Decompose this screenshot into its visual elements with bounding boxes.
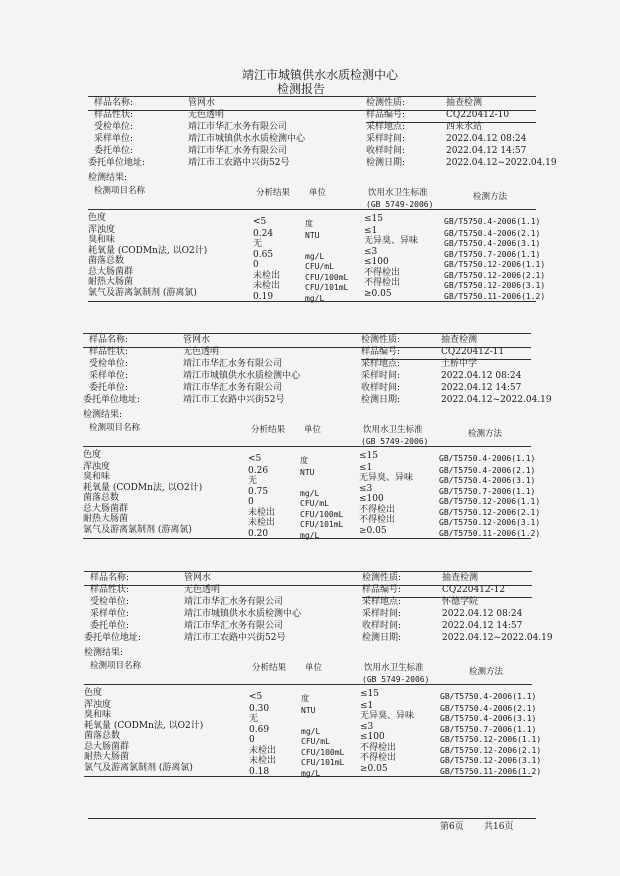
sampling-time-label: 采样时间: [366, 134, 406, 144]
item-name: 菌落总数 [84, 731, 121, 741]
item-name: 耐热大肠菌 [88, 277, 134, 287]
item-standard: ≤3 [364, 246, 378, 257]
sample-prop-value: 无色透明 [184, 585, 221, 595]
item-name: 耗氧量 (CODMn法, 以O2计) [83, 482, 203, 493]
sample-name-label: 样品名称: [89, 335, 129, 345]
sample-no-value: CQ220412-10 [446, 110, 510, 120]
receipt-time-label: 收样时间: [366, 146, 406, 156]
item-method: GB/T5750.4-2006(3.1) [444, 239, 541, 248]
item-result: 无 [253, 239, 263, 249]
item-method: GB/T5750.4-2006(1.1) [444, 217, 541, 226]
col-method-header: 检测方法 [468, 429, 503, 439]
item-unit: NTU [301, 705, 316, 715]
item-standard: ≤15 [364, 214, 383, 224]
col-standard-header: 饮用水卫生标准 [364, 663, 424, 673]
sampling-unit-label: 采样单位: [89, 371, 129, 381]
sample-name-value: 管网水 [183, 335, 211, 345]
item-standard: 无异臭、异味 [364, 236, 419, 246]
info-rule [88, 110, 536, 111]
item-method: GB/T5750.7-2006(1.1) [439, 486, 536, 496]
item-result: 未检出 [248, 507, 276, 518]
sampling-time-value: 2022.04.12 08:24 [446, 134, 527, 144]
block-bottom-rule [88, 301, 536, 302]
item-result: 未检出 [249, 756, 277, 766]
item-standard: 不得检出 [360, 742, 397, 753]
item-method: GB/T5750.4-2006(2.1) [440, 703, 537, 713]
item-name: 总大肠菌群 [83, 503, 129, 514]
sample-no-label: 样品编号: [362, 585, 402, 595]
item-result: <5 [248, 454, 262, 464]
client-unit-label: 委托单位: [90, 621, 130, 631]
client-unit-label: 委托单位: [94, 146, 134, 156]
item-result: 未检出 [248, 518, 276, 528]
sampling-place-value: 怀德学院 [442, 597, 479, 607]
test-nature-value: 抽查检测 [442, 573, 479, 583]
item-name: 耗氧量 (CODMn法, 以O2计) [84, 720, 204, 731]
item-unit: mg/L [305, 251, 325, 261]
receipt-time-value: 2022.04.12 14:57 [441, 383, 522, 393]
item-method: GB/T5750.12-2006(3.1) [439, 518, 541, 527]
sample-prop-value: 无色透明 [188, 110, 225, 120]
item-unit: 度 [301, 694, 309, 703]
sampling-unit-value: 靖江市城镇供水水质检测中心 [183, 371, 301, 381]
item-result: 0.26 [248, 465, 269, 476]
col-standard-header: 饮用水卫生标准 [368, 188, 428, 198]
item-unit: mg/L [300, 488, 320, 498]
item-standard: ≤1 [364, 225, 378, 236]
item-standard: 不得检出 [364, 278, 401, 288]
item-unit: CFU/100mL [301, 747, 345, 757]
item-standard: 不得检出 [359, 515, 396, 525]
sampling-unit-label: 采样单位: [90, 609, 130, 619]
col-result-header: 分析结果 [256, 188, 291, 198]
sampling-time-label: 采样时间: [361, 371, 401, 381]
sampling-time-label: 采样时间: [362, 609, 402, 619]
item-unit: mg/L [301, 726, 321, 736]
sample-name-value: 管网水 [184, 573, 212, 583]
item-name: 氯气及游离氯制剂 (游离氯) [83, 524, 192, 535]
item-standard: ≤15 [360, 689, 379, 699]
item-unit: CFU/100mL [305, 272, 349, 282]
result-heading: 检测结果: [83, 410, 123, 420]
item-name: 菌落总数 [83, 493, 120, 503]
item-result: 0.24 [253, 228, 274, 239]
test-date-value: 2022.04.12~2022.04.19 [442, 633, 553, 643]
col-standard-sub-header: (GB 5749-2006) [362, 675, 430, 684]
item-standard: 无异臭、异味 [359, 473, 414, 483]
item-unit: CFU/100mL [300, 509, 344, 519]
item-method: GB/T5750.12-2006(2.1) [440, 745, 542, 755]
sampling-place-label: 采样地点: [361, 359, 401, 369]
receipt-time-value: 2022.04.12 14:57 [446, 146, 527, 156]
test-nature-label: 检测性质: [366, 98, 406, 108]
item-name: 色度 [88, 213, 107, 223]
item-result: 0 [249, 735, 255, 745]
col-method-header: 检测方法 [473, 192, 508, 202]
client-addr-label: 委托单位地址: [84, 633, 142, 643]
col-item-header: 检测项目名称 [89, 423, 141, 433]
test-date-value: 2022.04.12~2022.04.19 [446, 158, 557, 168]
item-unit: CFU/101mL [300, 520, 344, 529]
received-unit-value: 靖江市华汇水务有限公司 [184, 597, 284, 607]
info-rule [84, 585, 532, 586]
item-method: GB/T5750.12-2006(3.1) [444, 281, 546, 290]
test-date-label: 检测日期: [361, 395, 401, 405]
table-header-rule [84, 684, 532, 685]
item-result: 无 [249, 714, 259, 724]
sample-name-label: 样品名称: [90, 573, 130, 583]
item-unit: mg/L [300, 530, 320, 540]
received-unit-value: 靖江市华汇水务有限公司 [188, 122, 288, 132]
item-method: GB/T5750.4-2006(2.1) [439, 465, 536, 475]
table-header-rule [88, 209, 536, 210]
item-result: 0 [248, 497, 254, 507]
item-name: 总大肠菌群 [84, 741, 130, 752]
sampling-unit-value: 靖江市城镇供水水质检测中心 [184, 609, 302, 619]
test-nature-value: 抽查检测 [441, 335, 478, 345]
test-nature-label: 检测性质: [362, 573, 402, 583]
item-standard: ≥0.05 [364, 288, 392, 299]
info-rule-right [361, 359, 531, 360]
col-result-header: 分析结果 [252, 663, 287, 673]
client-addr-label: 委托单位地址: [88, 158, 146, 168]
item-method: GB/T5750.4-2006(3.1) [440, 714, 537, 723]
client-addr-label: 委托单位地址: [83, 395, 141, 405]
item-result: 未检出 [253, 270, 281, 281]
item-standard: 不得检出 [364, 267, 401, 278]
item-standard: ≤3 [360, 721, 374, 732]
item-standard: ≤3 [359, 483, 373, 494]
item-result: 0.75 [248, 486, 269, 497]
col-standard-sub-header: (GB 5749-2006) [361, 437, 429, 446]
sample-name-value: 管网水 [188, 98, 216, 108]
item-method: GB/T5750.4-2006(3.1) [439, 476, 536, 485]
item-standard: ≤1 [359, 462, 373, 473]
item-result: 未检出 [249, 745, 277, 756]
item-method: GB/T5750.12-2006(3.1) [440, 756, 542, 765]
item-method: GB/T5750.12-2006(1.1) [444, 260, 546, 269]
block-bottom-rule [83, 538, 531, 539]
page-number: 第6页 [440, 822, 464, 832]
test-date-value: 2022.04.12~2022.04.19 [441, 395, 552, 405]
sampling-time-value: 2022.04.12 08:24 [441, 371, 522, 381]
received-unit-label: 受检单位: [94, 122, 134, 132]
item-name: 臭和味 [83, 472, 111, 482]
info-rule [83, 347, 531, 348]
item-name: 色度 [83, 450, 102, 460]
block-top-rule [84, 571, 532, 572]
item-name: 浑浊度 [88, 224, 116, 235]
item-name: 氯气及游离氯制剂 (游离氯) [84, 762, 193, 773]
item-method: GB/T5750.4-2006(1.1) [439, 454, 536, 463]
item-method: GB/T5750.11-2006(1.2) [439, 528, 541, 538]
item-result: 0.65 [253, 249, 274, 260]
item-method: GB/T5750.4-2006(2.1) [444, 228, 541, 238]
item-method: GB/T5750.12-2006(2.1) [439, 507, 541, 517]
item-name: 耐热大肠菌 [83, 514, 129, 524]
col-standard-header: 饮用水卫生标准 [363, 425, 423, 435]
item-method: GB/T5750.12-2006(1.1) [439, 497, 541, 506]
item-unit: mg/L [301, 768, 321, 778]
block-top-rule [83, 333, 531, 334]
client-unit-value: 靖江市华汇水务有限公司 [184, 621, 284, 631]
received-unit-value: 靖江市华汇水务有限公司 [183, 359, 283, 369]
received-unit-label: 受检单位: [89, 359, 129, 369]
sample-prop-label: 样品性状: [89, 347, 129, 357]
item-name: 臭和味 [84, 710, 112, 720]
report-subtitle: 检测报告 [277, 82, 326, 96]
sampling-unit-label: 采样单位: [94, 134, 134, 144]
item-standard: ≤100 [359, 494, 384, 504]
item-unit: CFU/101mL [301, 758, 345, 767]
client-addr-value: 靖江市工农路中兴街52号 [184, 633, 286, 643]
client-unit-value: 靖江市华汇水务有限公司 [183, 383, 283, 393]
col-item-header: 检测项目名称 [90, 661, 142, 671]
item-standard: ≤1 [360, 700, 374, 711]
item-unit: CFU/mL [305, 262, 334, 271]
col-result-header: 分析结果 [251, 425, 286, 435]
test-nature-label: 检测性质: [361, 335, 401, 345]
col-method-header: 检测方法 [469, 667, 504, 677]
test-nature-value: 抽查检测 [446, 98, 483, 108]
item-result: 无 [248, 476, 258, 486]
item-result: 0 [253, 260, 259, 270]
item-unit: 度 [300, 456, 308, 465]
item-unit: mg/L [305, 293, 325, 303]
item-unit: CFU/mL [300, 499, 329, 508]
item-name: 浑浊度 [84, 699, 112, 710]
item-standard: ≥0.05 [360, 763, 388, 774]
item-name: 菌落总数 [88, 256, 125, 266]
info-rule-right [366, 122, 536, 123]
item-unit: NTU [305, 230, 320, 240]
receipt-time-label: 收样时间: [361, 383, 401, 393]
item-name: 总大肠菌群 [88, 266, 134, 277]
item-method: GB/T5750.12-2006(2.1) [444, 270, 546, 280]
client-addr-value: 靖江市工农路中兴街52号 [188, 158, 290, 168]
item-standard: 不得检出 [360, 753, 397, 763]
col-standard-sub-header: (GB 5749-2006) [366, 200, 434, 209]
item-result: 0.30 [249, 703, 270, 714]
item-method: GB/T5750.11-2006(1.2) [444, 291, 546, 301]
result-heading: 检测结果: [88, 173, 128, 183]
sampling-place-label: 采样地点: [366, 122, 406, 132]
item-name: 耐热大肠菌 [84, 752, 130, 762]
info-rule-right [362, 597, 532, 598]
item-standard: ≤100 [360, 732, 385, 742]
sample-prop-label: 样品性状: [94, 110, 134, 120]
sampling-place-value: 土桥中学 [441, 359, 478, 369]
item-method: GB/T5750.4-2006(1.1) [440, 692, 537, 701]
result-heading: 检测结果: [84, 648, 124, 658]
table-header-rule [83, 446, 531, 447]
sampling-place-label: 采样地点: [362, 597, 402, 607]
item-method: GB/T5750.12-2006(1.1) [440, 735, 542, 744]
received-unit-label: 受检单位: [90, 597, 130, 607]
sample-no-label: 样品编号: [366, 110, 406, 120]
item-name: 耗氧量 (CODMn法, 以O2计) [88, 245, 208, 256]
report-title: 靖江市城镇供水水质检测中心 [242, 68, 399, 82]
block-top-rule [88, 96, 536, 97]
item-result: 0.19 [253, 291, 274, 302]
item-result: <5 [249, 692, 263, 702]
item-standard: ≤100 [364, 257, 389, 267]
client-unit-label: 委托单位: [89, 383, 129, 393]
item-result: 0.69 [249, 724, 270, 735]
item-unit: NTU [300, 467, 315, 477]
client-unit-value: 靖江市华汇水务有限公司 [188, 146, 288, 156]
sample-prop-value: 无色透明 [183, 347, 220, 357]
item-result: 未检出 [253, 281, 281, 291]
item-name: 浑浊度 [83, 461, 111, 472]
sample-prop-label: 样品性状: [90, 585, 130, 595]
col-unit-header: 单位 [309, 188, 327, 198]
receipt-time-label: 收样时间: [362, 621, 402, 631]
item-result: 0.20 [248, 528, 269, 539]
sampling-time-value: 2022.04.12 08:24 [442, 609, 523, 619]
sample-no-value: CQ220412-12 [442, 585, 506, 595]
page-total: 共16页 [484, 822, 514, 832]
test-date-label: 检测日期: [366, 158, 406, 168]
item-standard: 不得检出 [359, 504, 396, 515]
test-date-label: 检测日期: [362, 633, 402, 643]
sample-no-value: CQ220412-11 [441, 347, 505, 357]
item-unit: CFU/mL [301, 737, 330, 746]
col-item-header: 检测项目名称 [94, 186, 146, 196]
sampling-place-value: 西来水站 [446, 122, 483, 132]
footer-rule [88, 818, 536, 819]
item-name: 臭和味 [88, 235, 116, 245]
item-standard: 无异臭、异味 [360, 711, 415, 721]
block-bottom-rule [84, 776, 532, 777]
client-addr-value: 靖江市工农路中兴街52号 [183, 395, 285, 405]
item-method: GB/T5750.7-2006(1.1) [444, 249, 541, 259]
sample-no-label: 样品编号: [361, 347, 401, 357]
item-unit: 度 [305, 219, 313, 228]
item-name: 色度 [84, 688, 103, 698]
item-result: <5 [253, 217, 267, 227]
sample-name-label: 样品名称: [94, 98, 134, 108]
item-standard: ≥0.05 [359, 525, 387, 536]
sampling-unit-value: 靖江市城镇供水水质检测中心 [188, 134, 306, 144]
col-unit-header: 单位 [304, 425, 322, 435]
item-name: 氯气及游离氯制剂 (游离氯) [88, 287, 197, 298]
receipt-time-value: 2022.04.12 14:57 [442, 621, 523, 631]
item-method: GB/T5750.11-2006(1.2) [440, 766, 542, 776]
item-unit: CFU/101mL [305, 283, 349, 292]
col-unit-header: 单位 [305, 663, 323, 673]
item-method: GB/T5750.7-2006(1.1) [440, 724, 537, 734]
item-result: 0.18 [249, 766, 270, 777]
item-standard: ≤15 [359, 451, 378, 461]
